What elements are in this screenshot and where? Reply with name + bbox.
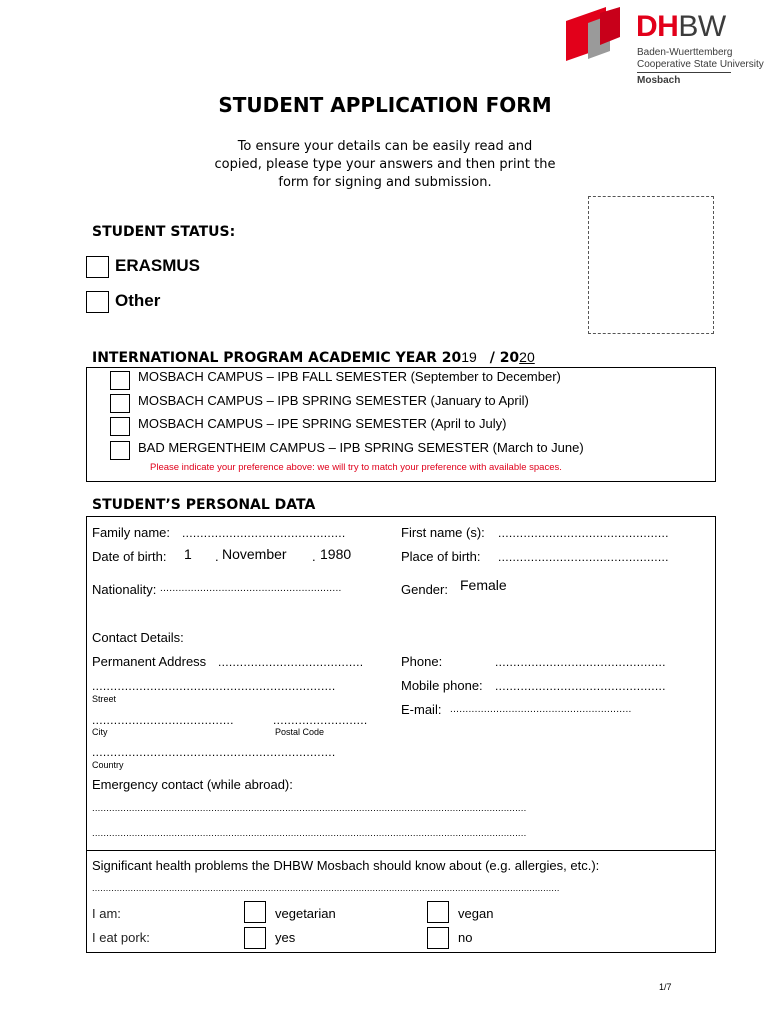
- logo-dh-text: DH: [636, 10, 679, 43]
- program-option-3-label: MOSBACH CAMPUS – IPE SPRING SEMESTER (April to July): [138, 416, 507, 431]
- nationality-field[interactable]: ...........................................................: [160, 583, 342, 594]
- page-number: 1/7: [659, 982, 672, 992]
- emergency-contact-field-2[interactable]: .........................................................................................................................................................: [92, 828, 527, 839]
- other-label: Other: [115, 291, 161, 310]
- dob-label: Date of birth:: [92, 549, 167, 564]
- postal-code-field[interactable]: ..........................: [273, 713, 368, 727]
- place-of-birth-field[interactable]: ...............................................: [498, 550, 669, 564]
- personal-data-heading: STUDENT’S PERSONAL DATA: [92, 497, 316, 513]
- email-field[interactable]: ...........................................................: [450, 704, 632, 715]
- program-option-3-checkbox[interactable]: [110, 417, 130, 436]
- vegan-checkbox[interactable]: [427, 901, 449, 923]
- program-option-2-label: MOSBACH CAMPUS – IPB SPRING SEMESTER (January to April): [138, 393, 529, 408]
- mobile-phone-label: Mobile phone:: [401, 678, 483, 693]
- student-status-heading: STUDENT STATUS:: [92, 224, 236, 240]
- postal-code-label: Postal Code: [275, 727, 325, 737]
- street-label: Street: [92, 694, 117, 704]
- program-option-4-label: BAD MERGENTHEIM CAMPUS – IPB SPRING SEMESTER (March to June): [138, 440, 584, 455]
- eat-pork-label: I eat pork:: [92, 930, 150, 945]
- photo-box[interactable]: [588, 196, 714, 334]
- logo-campus: Mosbach: [637, 75, 681, 86]
- pork-yes-checkbox[interactable]: [244, 927, 266, 949]
- contact-details-label: Contact Details:: [92, 630, 184, 645]
- emergency-contact-label: Emergency contact (while abroad):: [92, 777, 293, 792]
- erasmus-label: ERASMUS: [115, 256, 201, 275]
- nationality-label: Nationality:: [92, 582, 157, 597]
- program-preference-note: Please indicate your preference above: we will try to match your preference with available spaces.: [150, 462, 562, 473]
- other-checkbox[interactable]: [86, 291, 109, 313]
- vegetarian-label: vegetarian: [275, 906, 336, 921]
- i-am-label: I am:: [92, 906, 121, 921]
- program-option-2-checkbox[interactable]: [110, 394, 130, 413]
- dob-separator-2: .: [312, 549, 316, 564]
- family-name-label: Family name:: [92, 525, 171, 540]
- email-label: E-mail:: [401, 702, 442, 717]
- city-label: City: [92, 727, 108, 737]
- dob-month-field[interactable]: November: [222, 546, 287, 562]
- vegan-label: vegan: [458, 906, 494, 921]
- emergency-contact-field-1[interactable]: .........................................................................................................................................................: [92, 803, 527, 814]
- pork-no-label: no: [458, 930, 473, 945]
- vegetarian-checkbox[interactable]: [244, 901, 266, 923]
- intro-line-2: copied, please type your answers and then print the: [214, 157, 556, 172]
- dob-year-field[interactable]: 1980: [320, 546, 352, 562]
- program-heading: [92, 349, 535, 366]
- erasmus-checkbox[interactable]: [86, 256, 109, 278]
- dhbw-logo: [566, 4, 766, 86]
- year-to-field[interactable]: 20: [519, 349, 535, 365]
- program-option-1-checkbox[interactable]: [110, 371, 130, 390]
- pork-no-checkbox[interactable]: [427, 927, 449, 949]
- first-name-label: First name (s):: [401, 525, 485, 540]
- mobile-phone-field[interactable]: ...............................................: [495, 679, 666, 693]
- health-problems-field[interactable]: ..........................................................................................................................................................................: [92, 883, 560, 893]
- country-label: Country: [92, 760, 124, 770]
- dob-day-field[interactable]: 1: [184, 546, 192, 562]
- program-option-1-label: MOSBACH CAMPUS – IPB FALL SEMESTER (September to December): [138, 369, 561, 384]
- dhbw-logo-mark-icon: [566, 7, 632, 63]
- permanent-address-label: Permanent Address: [92, 654, 207, 669]
- health-problems-label: Significant health problems the DHBW Mosbach should know about (e.g. allergies, etc.):: [92, 858, 600, 873]
- year-from-field[interactable]: 19: [461, 349, 477, 365]
- street-field[interactable]: ...................................................................: [92, 679, 336, 693]
- family-name-field[interactable]: .............................................: [182, 526, 346, 540]
- program-heading-mid: / 20: [484, 350, 520, 366]
- program-option-4-checkbox[interactable]: [110, 441, 130, 460]
- logo-line2: Cooperative State University: [637, 59, 764, 70]
- pork-yes-label: yes: [275, 930, 296, 945]
- first-name-field[interactable]: ...............................................: [498, 526, 669, 540]
- country-field[interactable]: ...................................................................: [92, 745, 336, 759]
- program-heading-prefix: INTERNATIONAL PROGRAM ACADEMIC YEAR 20: [92, 350, 462, 366]
- phone-field[interactable]: ...............................................: [495, 655, 666, 669]
- logo-bw-text: BW: [678, 10, 726, 43]
- logo-line1: Baden-Wuerttemberg: [637, 47, 733, 58]
- intro-line-1: To ensure your details can be easily read and: [237, 139, 533, 154]
- phone-label: Phone:: [401, 654, 443, 669]
- city-field[interactable]: .......................................: [92, 713, 234, 727]
- permanent-address-field[interactable]: ........................................: [218, 655, 364, 669]
- gender-label: Gender:: [401, 582, 448, 597]
- gender-field[interactable]: Female: [460, 577, 507, 593]
- place-of-birth-label: Place of birth:: [401, 549, 481, 564]
- page-title: STUDENT APPLICATION FORM: [218, 93, 552, 117]
- dob-separator-1: .: [215, 549, 219, 564]
- intro-line-3: form for signing and submission.: [278, 175, 492, 190]
